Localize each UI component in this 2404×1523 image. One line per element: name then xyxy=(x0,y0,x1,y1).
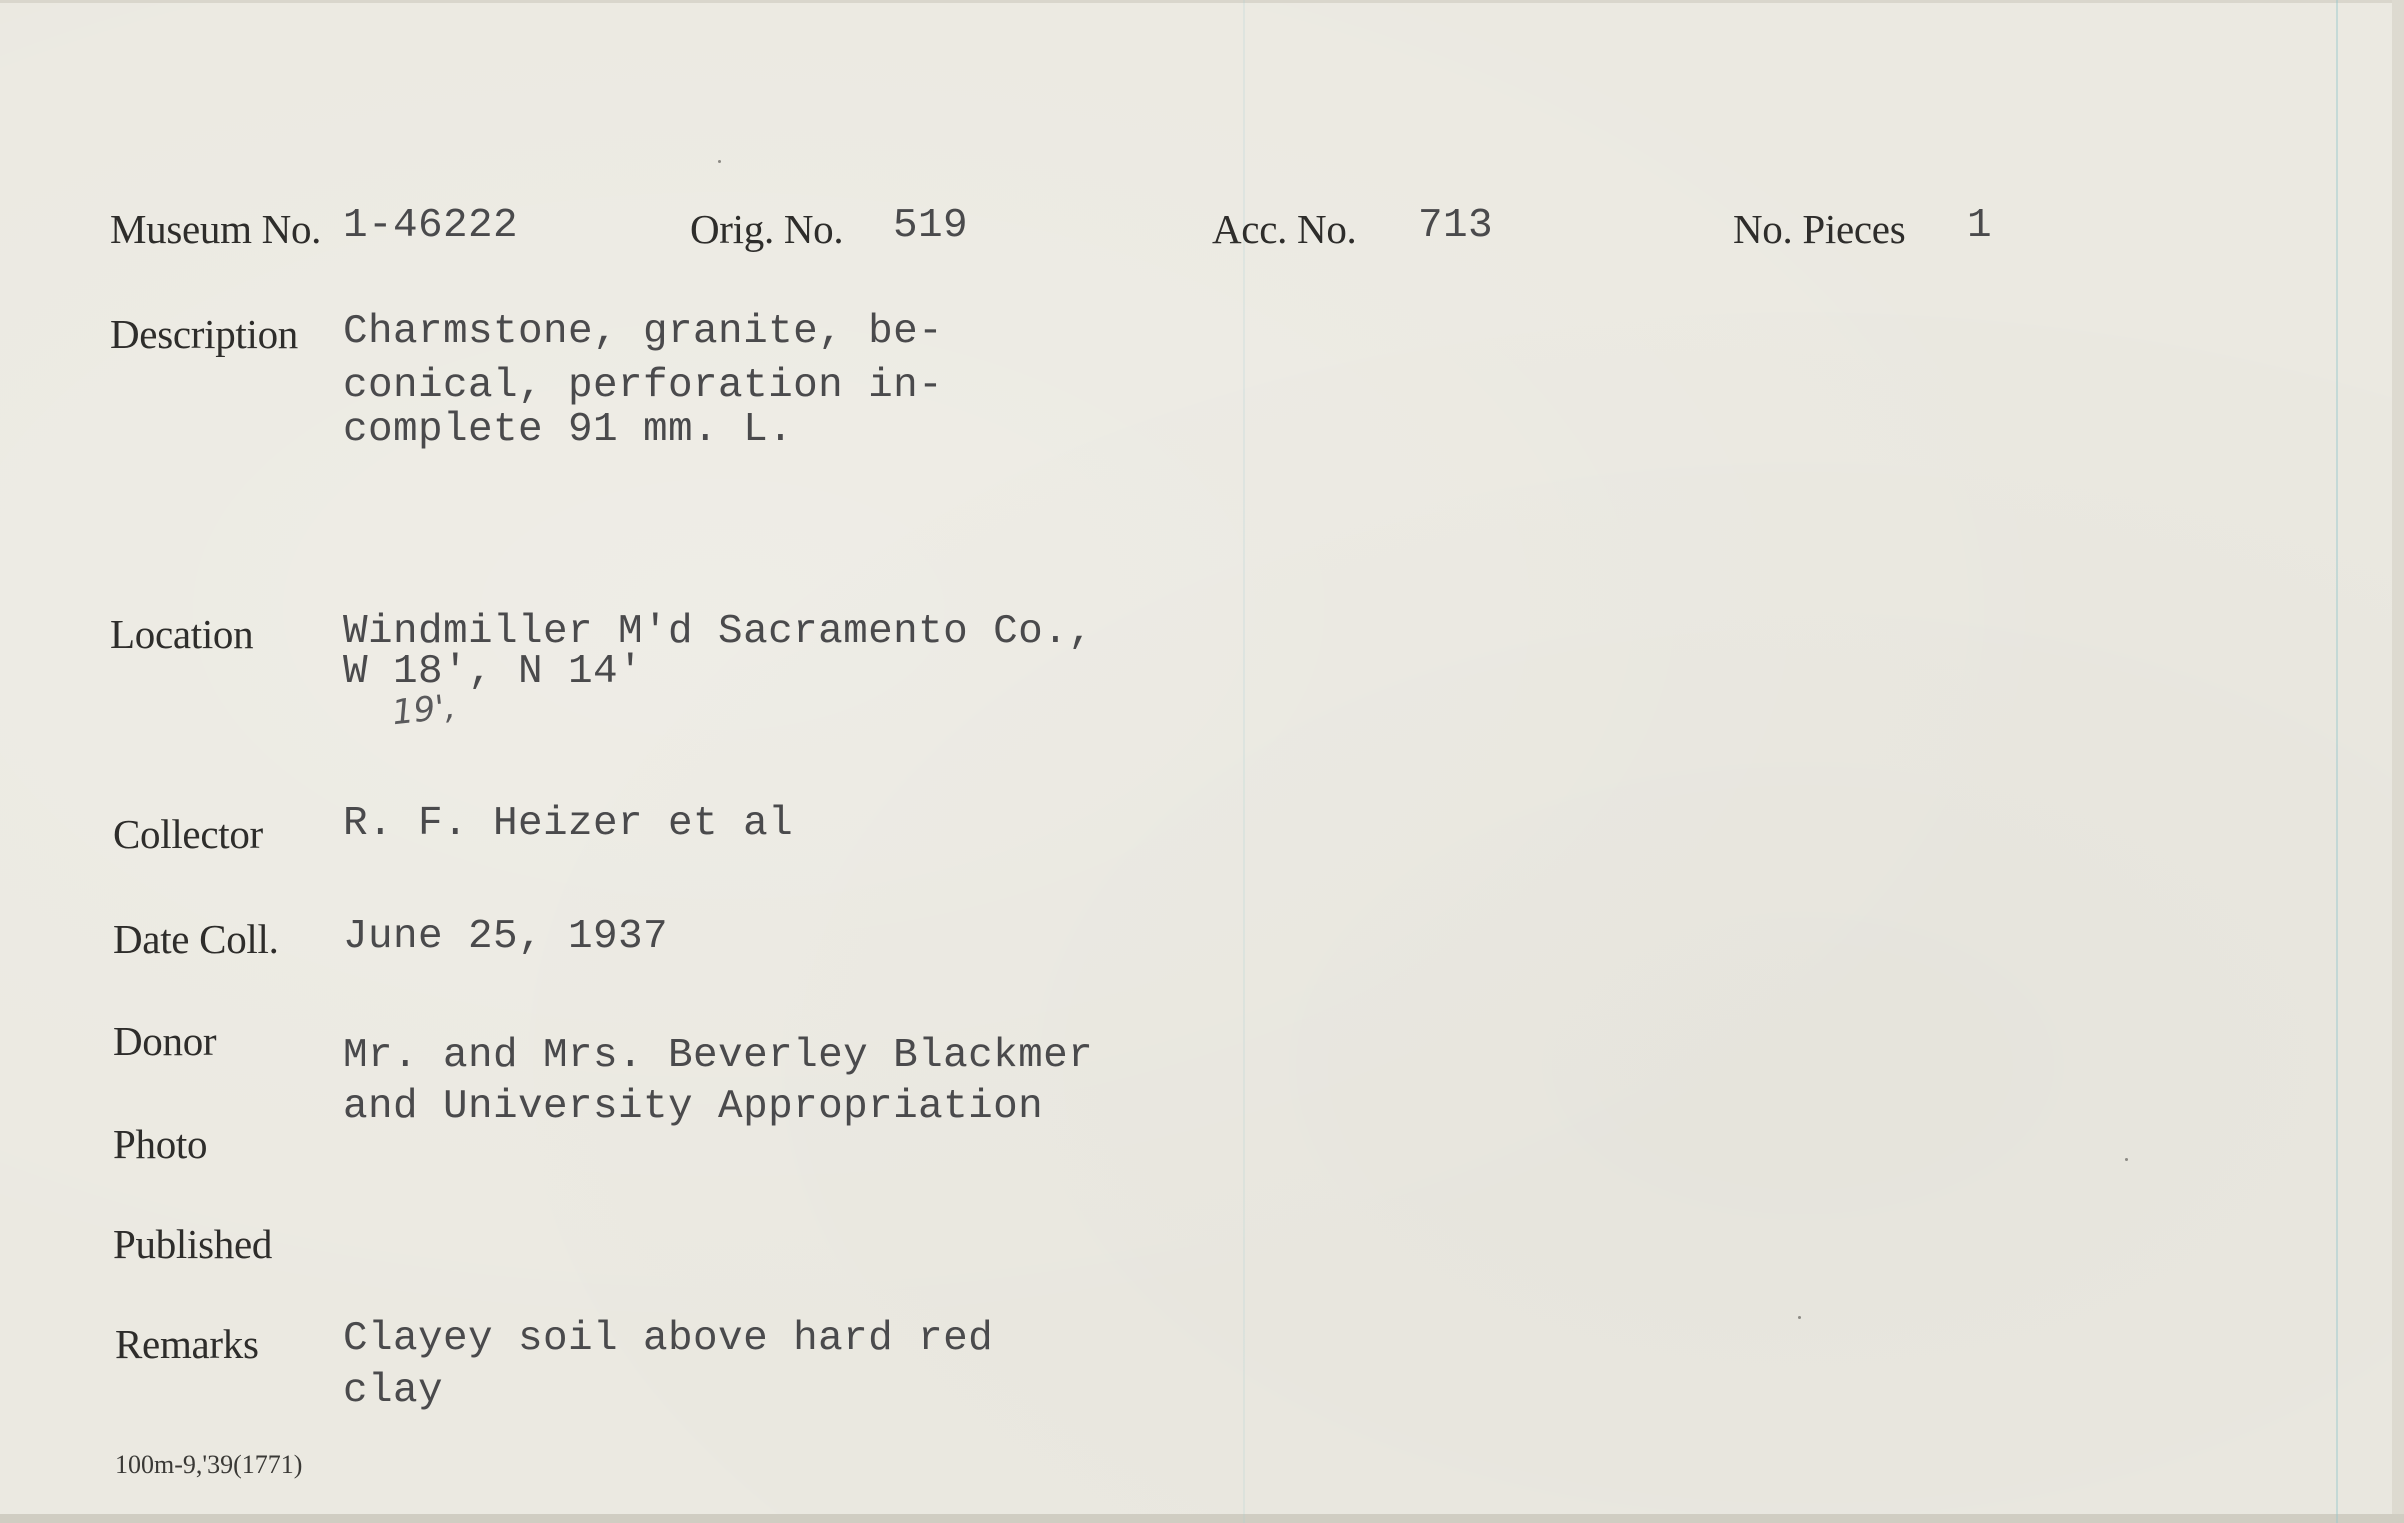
card-top-edge xyxy=(0,0,2404,3)
museum-no-value: 1-46222 xyxy=(343,203,519,249)
collector-value: R. F. Heizer et al xyxy=(343,801,794,847)
paper-speck xyxy=(718,160,721,163)
donor-line-1: Mr. and Mrs. Beverley Blackmer xyxy=(343,1033,1094,1079)
no-pieces-label: No. Pieces xyxy=(1733,206,1906,252)
paper-speck xyxy=(1798,1316,1801,1319)
paper-speck xyxy=(2125,1158,2128,1161)
location-line-2: W 18', N 14' xyxy=(343,649,644,695)
photo-label: Photo xyxy=(113,1121,208,1167)
orig-no-value: 519 xyxy=(893,203,969,249)
donor-line-2: and University Appropriation xyxy=(343,1084,1044,1130)
acc-no-value: 713 xyxy=(1418,203,1494,249)
card-bottom-edge xyxy=(0,1514,2404,1523)
donor-label: Donor xyxy=(113,1018,217,1064)
description-line-2: conical, perforation in- xyxy=(343,363,944,409)
card-right-edge xyxy=(2392,0,2404,1523)
margin-rule xyxy=(2336,0,2338,1523)
location-handwritten-note: 19', xyxy=(390,686,458,734)
remarks-line-1: Clayey soil above hard red xyxy=(343,1316,994,1362)
museum-no-label: Museum No. xyxy=(110,206,322,252)
published-label: Published xyxy=(113,1221,273,1267)
description-line-3: complete 91 mm. L. xyxy=(343,407,794,453)
remarks-label: Remarks xyxy=(115,1321,259,1367)
collector-label: Collector xyxy=(113,811,263,857)
description-label: Description xyxy=(110,311,298,357)
acc-no-label: Acc. No. xyxy=(1212,206,1357,252)
print-code: 100m-9,'39(1771) xyxy=(115,1450,303,1479)
date-coll-label: Date Coll. xyxy=(113,916,279,962)
no-pieces-value: 1 xyxy=(1967,203,1993,249)
location-label: Location xyxy=(110,611,254,657)
description-line-1: Charmstone, granite, be- xyxy=(343,309,944,355)
location-line-1: Windmiller M'd Sacramento Co., xyxy=(343,609,1094,655)
orig-no-label: Orig. No. xyxy=(690,206,844,252)
date-coll-value: June 25, 1937 xyxy=(343,914,669,960)
remarks-line-2: clay xyxy=(343,1368,444,1414)
